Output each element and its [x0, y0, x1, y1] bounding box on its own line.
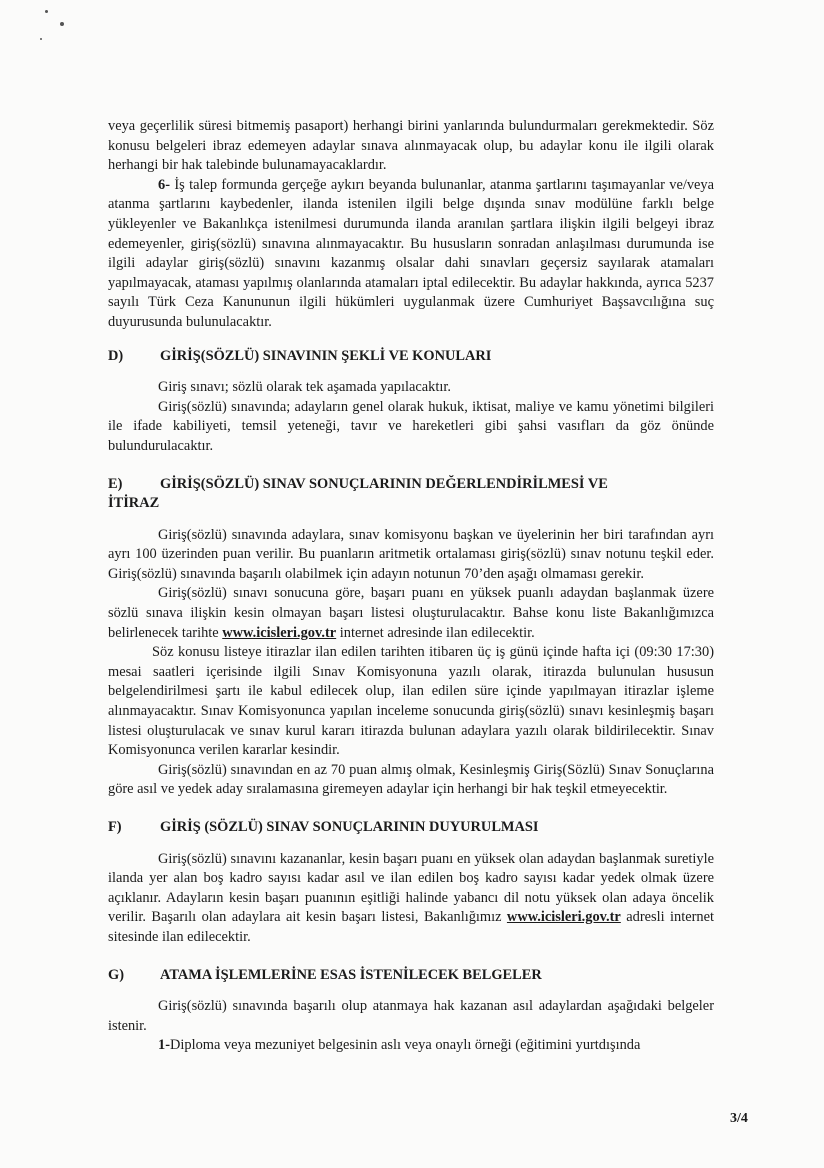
item-1-paragraph: [108, 1036, 714, 1056]
paragraph-text: adresli internet sitesinde ilan edilecektir.: [108, 909, 714, 945]
document-body: [108, 117, 714, 1056]
section-heading-g: [108, 966, 714, 986]
page-number: 3/4: [730, 1111, 748, 1126]
section-title: GİRİŞ (SÖZLÜ) SINAV SONUÇLARININ DUYURULMASI: [160, 819, 539, 835]
section-heading-f: [108, 818, 714, 838]
paragraph: Giriş(sözlü) sınavında adaylara, sınav komisyonu başkan ve üyelerinin her biri tarafından ayrı ayrı 100 üzerinden puan verilir. Bu puanların aritmetik ortalaması giriş(sözlü) sınav notunu teşkil eder. Giriş(sözlü) sınavında başarılı olabilmek için adayın notunun 70’den aşağı olmaması gerekir.: [108, 526, 714, 582]
paragraph: Giriş(sözlü) sınavında başarılı olup atanmaya hak kazanan asıl adaylardan aşağıdaki belgeler istenir.: [108, 998, 714, 1034]
section-title: GİRİŞ(SÖZLÜ) SINAV SONUÇLARININ DEĞERLENDİRİLMESİ VE: [160, 475, 608, 492]
item-label: 1-: [158, 1037, 170, 1054]
paragraph: [108, 850, 714, 948]
section-title: GİRİŞ(SÖZLÜ) SINAVININ ŞEKLİ VE KONULARI: [160, 347, 492, 364]
paragraph-text: İş talep formunda gerçeğe aykırı beyanda bulunanlar, atanma şartlarını taşımayanlar ve/veya atanma şartlarını kaybedenler, ilanda istenilen ilgili belge dışında sınav modülüne farklı belge yükleyenler ve Bakanlıkça istenilmesi durumunda ilanda aranılan şartlara ilişkin ilgili belgeyi ibraz edemeyenler, giriş(sözlü) sınavına alınmayacaktır. Bu hususların sonradan anlaşılması durumunda ise ilgili adaylar giriş(sözlü) sınavını kazanmış olsalar dahi sınavları geçersiz sayılarak atamaları yapılmayacak, ataması yapılmış olanlarında atamaları iptal edilecektir. Bu adaylar hakkında, ayrıca 5237 sayılı Türk Ceza Kanununun ilgili hükümleri uygulanmak üzere Cumhuriyet Başsavcılığına suç duyurusunda bulunulacaktır.: [108, 176, 714, 330]
section-heading-e: [108, 475, 714, 514]
item-6-paragraph: [108, 176, 714, 333]
section-heading-d: [108, 347, 714, 367]
paragraph: [108, 584, 714, 643]
paragraph: Söz konusu listeye itirazlar ilan edilen tarihten itibaren üç iş günü içinde hafta içi (09:30 17:30) mesai saatleri içerisinde ilgili Sınav Komisyonuna yazılı olarak, itirazda bulunulan hususun belgelendirilmesi şartı ile kabul edilecek olup, ilan edilen süre içinde yapılmayan itirazlar işleme alınmayacaktır. Sınav Komisyonunca yapılan inceleme sonucunda giriş(sözlü) sınavı kesinleşmiş başarı listesi oluşturulacak ve sınav kurul kararı itirazda bulunan adaylara yazılı olarak bildirilecektir. Sınav Komisyonunca verilen kararlar kesindir.: [108, 644, 714, 759]
paragraph-text: Diploma veya mezuniyet belgesinin aslı veya onaylı örneği (eğitimini yurtdışında: [170, 1037, 641, 1054]
scan-speck: [40, 38, 42, 40]
paragraph: veya geçerlilik süresi bitmemiş pasaport) herhangi birini yanlarında bulundurmaları gerekmektedir. Söz konusu belgeleri ibraz edemeyen adaylar sınava alınmayacak olup, bu adaylar konu ile ilgili olarak herhangi bir hak talebinde bulunamayacaklardır.: [108, 118, 714, 174]
paragraph-text: internet adresinde ilan edilecektir.: [336, 624, 535, 641]
section-title: ATAMA İŞLEMLERİNE ESAS İSTENİLECEK BELGELER: [160, 966, 542, 983]
scan-speck: [45, 10, 48, 13]
website-link[interactable]: www.icisleri.gov.tr: [506, 909, 621, 926]
section-letter: E): [108, 475, 123, 492]
item-label: 6-: [158, 176, 170, 193]
section-letter: G): [108, 966, 124, 983]
paragraph-text: Giriş(sözlü) sınavı sonucuna göre, başarı puanı en yüksek puanlı adaydan başlanmak üzere sözlü sınava ilişkin kesin olmayan başarı listesi oluşturulacaktır. Bahse konu liste Bakanlığımızca belirlenecek tarihte: [108, 585, 714, 641]
paragraph-text: Giriş(sözlü) sınavını kazananlar, kesin başarı puanı en yüksek olan adaydan başlanmak suretiyle ilanda yer alan boş kadro sayısı kadar asıl ve ilan edilen boş kadro sayısı kadar yedek olmak üzere açıklanır. Adayların kesin başarı puanının eşitliği halinde yabancı dil notu yüksek olan adaya öncelik verilir. Başarılı olan adaylara ait kesin başarı listesi, Bakanlığımız: [108, 850, 714, 926]
paragraph: Giriş sınavı; sözlü olarak tek aşamada yapılacaktır.: [158, 379, 451, 396]
scan-speck: [60, 22, 64, 26]
website-link[interactable]: www.icisleri.gov.tr: [222, 624, 337, 641]
section-letter: D): [108, 347, 124, 364]
section-title-continued: İTİRAZ: [108, 495, 160, 512]
paragraph: Giriş(sözlü) sınavında; adayların genel olarak hukuk, iktisat, maliye ve kamu yönetimi bilgileri ile ifade kabiliyeti, temsil yeteneği, tavır ve hareketleri gibi şahsi vasıfları da göz önünde bulundurulacaktır.: [108, 398, 714, 454]
paragraph: Giriş(sözlü) sınavından en az 70 puan almış olmak, Kesinleşmiş Giriş(Sözlü) Sınav Sonuçlarına göre asıl ve yedek aday sıralamasına giremeyen adaylar için herhangi bir hak teşkil etmeyecektir.: [108, 761, 714, 798]
section-letter: F): [108, 819, 122, 835]
